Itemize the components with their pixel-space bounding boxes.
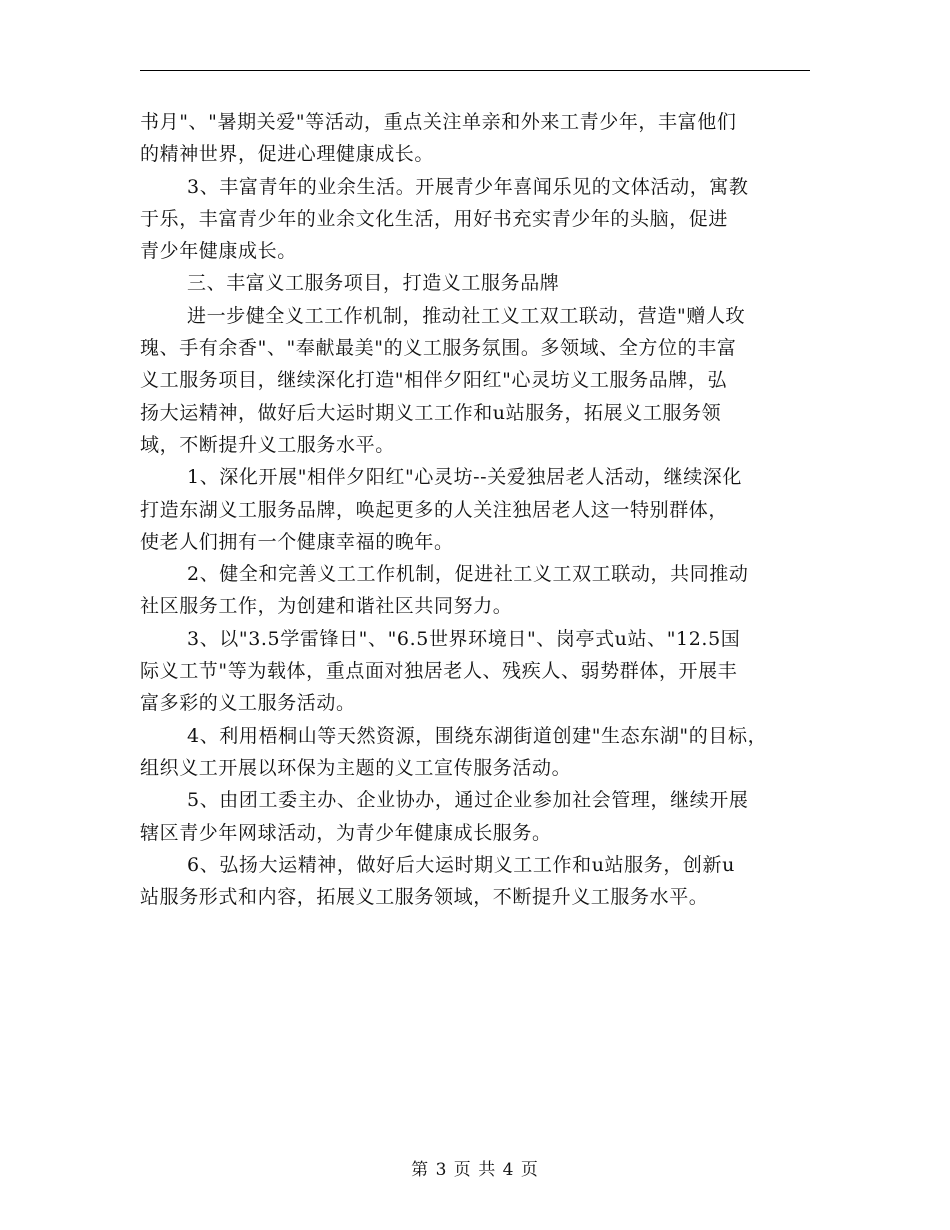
- text-line: 社区服务工作，为创建和谐社区共同努力。: [140, 595, 513, 618]
- text-line: 组织义工开展以环保为主题的义工宣传服务活动。: [140, 756, 572, 779]
- document-body: [140, 106, 820, 913]
- header-rule: [140, 70, 810, 71]
- page-number-footer: 第 3 页 共 4 页: [411, 1160, 539, 1180]
- text-line: 站服务形式和内容，拓展义工服务领域，不断提升义工服务水平。: [140, 886, 709, 909]
- text-line: 6、弘扬大运精神，做好后大运时期义工工作和u站服务，创新u: [187, 853, 735, 876]
- text-line: 1、深化开展"相伴夕阳红"心灵坊--关爱独居老人活动，继续深化: [187, 466, 743, 489]
- text-line: 义工服务项目，继续深化打造"相伴夕阳红"心灵坊义工服务品牌，弘: [140, 369, 728, 392]
- text-line: 青少年健康成长。: [140, 240, 297, 263]
- text-line: 3、以"3.5学雷锋日"、"6.5世界环境日"、岗亭式u站、"12.5国: [187, 627, 741, 650]
- text-line: 2、健全和完善义工工作机制，促进社工义工双工联动，共同推动: [187, 563, 749, 586]
- text-line: 际义工节"等为载体，重点面对独居老人、残疾人、弱势群体，开展丰: [140, 660, 738, 683]
- text-line: 书月"、"暑期关爱"等活动，重点关注单亲和外来工青少年，丰富他们: [140, 111, 737, 133]
- text-line: 使老人们拥有一个健康幸福的晚年。: [140, 530, 454, 553]
- text-line: 扬大运精神，做好后大运时期义工工作和u站服务，拓展义工服务领: [140, 401, 722, 424]
- text-line: 5、由团工委主办、企业协办，通过企业参加社会管理，继续开展: [187, 789, 749, 812]
- text-line: 富多彩的义工服务活动。: [140, 692, 356, 715]
- text-line: 4、利用梧桐山等天然资源，围绕东湖街道创建"生态东湖"的目标，: [187, 724, 768, 747]
- text-line: 于乐，丰富青少年的业余文化生活，用好书充实青少年的头脑，促进: [140, 207, 729, 230]
- text-line: 3、丰富青年的业余生活。开展青少年喜闻乐见的文体活动，寓教: [187, 175, 749, 198]
- text-line: 域，不断提升义工服务水平。: [140, 433, 395, 456]
- text-line: 打造东湖义工服务品牌，唤起更多的人关注独居老人这一特别群体，: [140, 498, 729, 521]
- text-line: 的精神世界，促进心理健康成长。: [140, 143, 435, 166]
- text-line: 辖区青少年网球活动，为青少年健康成长服务。: [140, 821, 552, 844]
- text-line: 三、丰富义工服务项目，打造义工服务品牌: [187, 272, 560, 295]
- text-line: 瑰、手有余香"、"奉献最美"的义工服务氛围。多领域、全方位的丰富: [140, 337, 737, 360]
- text-line: 进一步健全义工工作机制，推动社工义工双工联动，营造"赠人玫: [187, 304, 746, 327]
